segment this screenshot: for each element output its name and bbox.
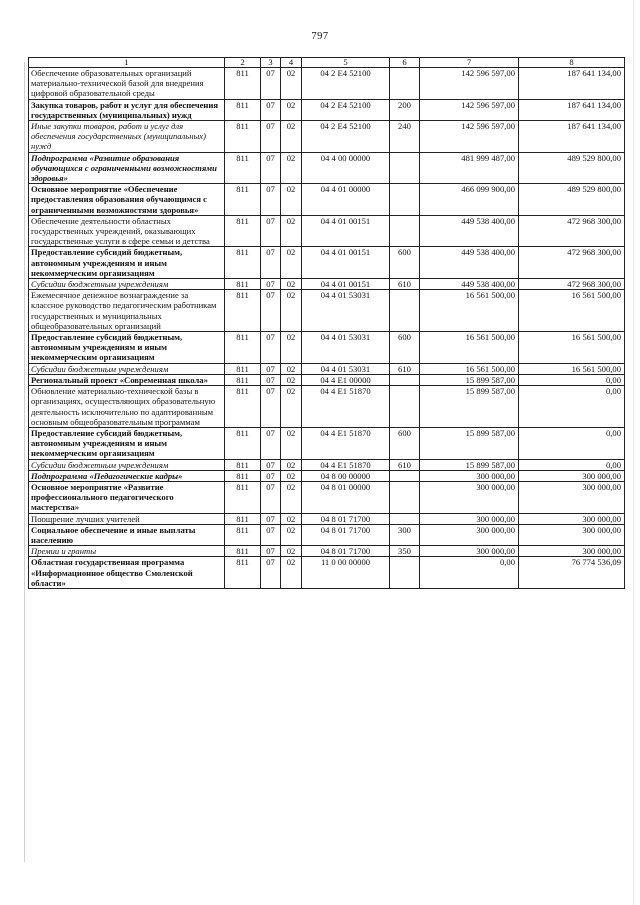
cell-name: Субсидии бюджетным учреждениям xyxy=(29,459,225,470)
cell-amount-year-2: 300 000,00 xyxy=(519,546,625,557)
header-cell: 6 xyxy=(390,58,420,68)
cell-ministry-code: 811 xyxy=(225,215,261,247)
cell-expense-type xyxy=(390,481,420,513)
cell-amount-year-1: 300 000,00 xyxy=(420,481,519,513)
cell-subsection: 02 xyxy=(281,290,302,332)
cell-name: Региональный проект «Современная школа» xyxy=(29,374,225,385)
cell-section: 07 xyxy=(261,68,281,100)
cell-subsection: 02 xyxy=(281,374,302,385)
cell-ministry-code: 811 xyxy=(225,332,261,364)
cell-ministry-code: 811 xyxy=(225,99,261,120)
cell-amount-year-1: 300 000,00 xyxy=(420,513,519,524)
cell-section: 07 xyxy=(261,279,281,290)
cell-target-article: 04 4 01 53031 xyxy=(302,363,390,374)
cell-amount-year-2: 300 000,00 xyxy=(519,470,625,481)
cell-expense-type: 300 xyxy=(390,524,420,545)
table-row xyxy=(29,481,625,513)
cell-subsection: 02 xyxy=(281,386,302,428)
cell-amount-year-1: 449 538 400,00 xyxy=(420,279,519,290)
cell-expense-type: 350 xyxy=(390,546,420,557)
cell-target-article: 04 4 01 00151 xyxy=(302,247,390,279)
cell-amount-year-2: 300 000,00 xyxy=(519,524,625,545)
cell-name: Предоставление субсидий бюджетным, автономным учреждениям и иным некоммерческим организациям xyxy=(29,332,225,364)
cell-amount-year-2: 472 968 300,00 xyxy=(519,215,625,247)
cell-section: 07 xyxy=(261,427,281,459)
cell-amount-year-2: 0,00 xyxy=(519,374,625,385)
cell-subsection: 02 xyxy=(281,247,302,279)
table-row xyxy=(29,279,625,290)
header-cell: 3 xyxy=(261,58,281,68)
cell-name: Обновление материально-технической базы в организациях, осуществляющих образовательную деятельность исключительно по адаптированным основным общеобразовательным программам xyxy=(29,386,225,428)
cell-name: Иные закупки товаров, работ и услуг для обеспечения государственных (муниципальных) нужд xyxy=(29,121,225,153)
table-row xyxy=(29,99,625,120)
cell-subsection: 02 xyxy=(281,184,302,216)
cell-target-article: 04 4 01 00151 xyxy=(302,279,390,290)
table-row xyxy=(29,290,625,332)
cell-amount-year-2: 187 641 134,00 xyxy=(519,68,625,100)
table-row xyxy=(29,215,625,247)
cell-subsection: 02 xyxy=(281,481,302,513)
cell-subsection: 02 xyxy=(281,470,302,481)
cell-subsection: 02 xyxy=(281,557,302,589)
cell-expense-type xyxy=(390,215,420,247)
cell-expense-type xyxy=(390,374,420,385)
table-row xyxy=(29,386,625,428)
header-cell: 5 xyxy=(302,58,390,68)
table-row xyxy=(29,184,625,216)
cell-section: 07 xyxy=(261,290,281,332)
cell-expense-type xyxy=(390,557,420,589)
cell-ministry-code: 811 xyxy=(225,374,261,385)
cell-ministry-code: 811 xyxy=(225,184,261,216)
table-row xyxy=(29,68,625,100)
cell-amount-year-1: 300 000,00 xyxy=(420,470,519,481)
header-cell: 4 xyxy=(281,58,302,68)
cell-section: 07 xyxy=(261,215,281,247)
header-cell: 7 xyxy=(420,58,519,68)
cell-target-article: 04 4 E1 00000 xyxy=(302,374,390,385)
table-row xyxy=(29,427,625,459)
table-row xyxy=(29,374,625,385)
cell-expense-type: 600 xyxy=(390,427,420,459)
cell-amount-year-1: 16 561 500,00 xyxy=(420,290,519,332)
cell-ministry-code: 811 xyxy=(225,152,261,184)
cell-amount-year-2: 472 968 300,00 xyxy=(519,247,625,279)
cell-expense-type: 200 xyxy=(390,99,420,120)
cell-expense-type xyxy=(390,386,420,428)
cell-name: Подпрограмма «Развитие образования обучающихся с ограниченными возможностями здоровья» xyxy=(29,152,225,184)
cell-amount-year-1: 300 000,00 xyxy=(420,546,519,557)
cell-name: Закупка товаров, работ и услуг для обеспечения государственных (муниципальных) нужд xyxy=(29,99,225,120)
cell-expense-type: 600 xyxy=(390,332,420,364)
table-row xyxy=(29,524,625,545)
cell-amount-year-1: 449 538 400,00 xyxy=(420,215,519,247)
cell-target-article: 04 4 01 53031 xyxy=(302,332,390,364)
cell-section: 07 xyxy=(261,363,281,374)
cell-amount-year-1: 15 899 587,00 xyxy=(420,374,519,385)
cell-section: 07 xyxy=(261,481,281,513)
cell-section: 07 xyxy=(261,99,281,120)
cell-ministry-code: 811 xyxy=(225,470,261,481)
cell-amount-year-1: 142 596 597,00 xyxy=(420,121,519,153)
cell-ministry-code: 811 xyxy=(225,427,261,459)
cell-expense-type xyxy=(390,152,420,184)
table-row xyxy=(29,470,625,481)
table-row xyxy=(29,247,625,279)
cell-section: 07 xyxy=(261,184,281,216)
cell-amount-year-2: 16 561 500,00 xyxy=(519,363,625,374)
cell-section: 07 xyxy=(261,374,281,385)
cell-expense-type xyxy=(390,68,420,100)
cell-name: Социальное обеспечение и иные выплаты населению xyxy=(29,524,225,545)
cell-expense-type xyxy=(390,290,420,332)
cell-target-article: 04 8 00 00000 xyxy=(302,470,390,481)
page-edge-line xyxy=(633,0,634,905)
cell-name: Основное мероприятие «Обеспечение предоставления образования обучающимся с ограниченными возможностями здоровья» xyxy=(29,184,225,216)
cell-target-article: 04 8 01 71700 xyxy=(302,546,390,557)
cell-amount-year-2: 16 561 500,00 xyxy=(519,290,625,332)
cell-subsection: 02 xyxy=(281,152,302,184)
cell-amount-year-1: 466 099 900,00 xyxy=(420,184,519,216)
table-row xyxy=(29,557,625,589)
cell-amount-year-2: 489 529 800,00 xyxy=(519,152,625,184)
cell-subsection: 02 xyxy=(281,363,302,374)
cell-section: 07 xyxy=(261,152,281,184)
cell-target-article: 04 4 E1 51870 xyxy=(302,459,390,470)
cell-subsection: 02 xyxy=(281,121,302,153)
cell-subsection: 02 xyxy=(281,546,302,557)
cell-target-article: 04 4 E1 51870 xyxy=(302,427,390,459)
cell-section: 07 xyxy=(261,121,281,153)
cell-amount-year-2: 0,00 xyxy=(519,459,625,470)
cell-target-article: 04 4 01 00000 xyxy=(302,184,390,216)
cell-target-article: 04 4 01 00151 xyxy=(302,215,390,247)
cell-amount-year-2: 0,00 xyxy=(519,427,625,459)
cell-section: 07 xyxy=(261,247,281,279)
cell-amount-year-2: 472 968 300,00 xyxy=(519,279,625,290)
cell-amount-year-2: 300 000,00 xyxy=(519,481,625,513)
cell-name: Обеспечение деятельности областных государственных учреждений, оказывающих государственные услуги в сфере семьи и детства xyxy=(29,215,225,247)
table-row xyxy=(29,332,625,364)
cell-section: 07 xyxy=(261,524,281,545)
cell-amount-year-1: 481 999 487,00 xyxy=(420,152,519,184)
cell-target-article: 04 8 01 71700 xyxy=(302,524,390,545)
table-header-row xyxy=(29,58,625,68)
cell-expense-type: 240 xyxy=(390,121,420,153)
cell-subsection: 02 xyxy=(281,68,302,100)
table-row xyxy=(29,513,625,524)
cell-ministry-code: 811 xyxy=(225,459,261,470)
cell-name: Подпрограмма «Педагогические кадры» xyxy=(29,470,225,481)
header-cell: 8 xyxy=(519,58,625,68)
cell-expense-type: 610 xyxy=(390,459,420,470)
cell-name: Областная государственная программа «Информационное общество Смоленской области» xyxy=(29,557,225,589)
cell-target-article: 04 4 00 00000 xyxy=(302,152,390,184)
cell-section: 07 xyxy=(261,546,281,557)
budget-table xyxy=(28,57,625,589)
cell-section: 07 xyxy=(261,332,281,364)
cell-target-article: 11 0 00 00000 xyxy=(302,557,390,589)
cell-target-article: 04 2 E4 52100 xyxy=(302,121,390,153)
cell-name: Предоставление субсидий бюджетным, автономным учреждениям и иным некоммерческим организациям xyxy=(29,247,225,279)
cell-ministry-code: 811 xyxy=(225,290,261,332)
table-row xyxy=(29,546,625,557)
cell-subsection: 02 xyxy=(281,99,302,120)
cell-amount-year-1: 16 561 500,00 xyxy=(420,332,519,364)
cell-subsection: 02 xyxy=(281,215,302,247)
cell-expense-type: 600 xyxy=(390,247,420,279)
cell-ministry-code: 811 xyxy=(225,68,261,100)
cell-target-article: 04 4 E1 51870 xyxy=(302,386,390,428)
cell-ministry-code: 811 xyxy=(225,247,261,279)
cell-target-article: 04 4 01 53031 xyxy=(302,290,390,332)
cell-amount-year-2: 300 000,00 xyxy=(519,513,625,524)
cell-target-article: 04 2 E4 52100 xyxy=(302,68,390,100)
cell-subsection: 02 xyxy=(281,513,302,524)
cell-expense-type xyxy=(390,184,420,216)
cell-subsection: 02 xyxy=(281,427,302,459)
cell-amount-year-1: 449 538 400,00 xyxy=(420,247,519,279)
cell-ministry-code: 811 xyxy=(225,481,261,513)
cell-expense-type xyxy=(390,513,420,524)
cell-amount-year-2: 187 641 134,00 xyxy=(519,121,625,153)
cell-section: 07 xyxy=(261,386,281,428)
header-cell: 2 xyxy=(225,58,261,68)
cell-name: Обеспечение образовательных организаций материально-технической базой для внедрения цифровой образовательной среды xyxy=(29,68,225,100)
cell-amount-year-1: 16 561 500,00 xyxy=(420,363,519,374)
header-cell: 1 xyxy=(29,58,225,68)
table-body xyxy=(29,68,625,589)
cell-ministry-code: 811 xyxy=(225,279,261,290)
cell-section: 07 xyxy=(261,513,281,524)
cell-name: Премии и гранты xyxy=(29,546,225,557)
cell-name: Поощрение лучших учителей xyxy=(29,513,225,524)
cell-ministry-code: 811 xyxy=(225,557,261,589)
table-row xyxy=(29,363,625,374)
cell-expense-type: 610 xyxy=(390,279,420,290)
cell-amount-year-2: 489 529 800,00 xyxy=(519,184,625,216)
cell-target-article: 04 8 01 71700 xyxy=(302,513,390,524)
cell-name: Ежемесячное денежное вознаграждение за классное руководство педагогическим работникам государственных и муниципальных общеобразовательных организаций xyxy=(29,290,225,332)
cell-target-article: 04 8 01 00000 xyxy=(302,481,390,513)
cell-name: Предоставление субсидий бюджетным, автономным учреждениям и иным некоммерческим организациям xyxy=(29,427,225,459)
table-row xyxy=(29,152,625,184)
cell-amount-year-1: 142 596 597,00 xyxy=(420,99,519,120)
cell-amount-year-2: 16 561 500,00 xyxy=(519,332,625,364)
cell-subsection: 02 xyxy=(281,524,302,545)
cell-subsection: 02 xyxy=(281,279,302,290)
cell-ministry-code: 811 xyxy=(225,513,261,524)
cell-ministry-code: 811 xyxy=(225,121,261,153)
cell-amount-year-1: 15 899 587,00 xyxy=(420,427,519,459)
cell-name: Основное мероприятие «Развитие профессионального педагогического мастерства» xyxy=(29,481,225,513)
cell-amount-year-1: 15 899 587,00 xyxy=(420,386,519,428)
cell-amount-year-2: 187 641 134,00 xyxy=(519,99,625,120)
cell-amount-year-1: 142 596 597,00 xyxy=(420,68,519,100)
cell-amount-year-2: 76 774 536,09 xyxy=(519,557,625,589)
cell-section: 07 xyxy=(261,470,281,481)
cell-section: 07 xyxy=(261,459,281,470)
cell-section: 07 xyxy=(261,557,281,589)
cell-expense-type: 610 xyxy=(390,363,420,374)
cell-ministry-code: 811 xyxy=(225,386,261,428)
table-row xyxy=(29,121,625,153)
cell-amount-year-1: 300 000,00 xyxy=(420,524,519,545)
cell-ministry-code: 811 xyxy=(225,363,261,374)
cell-ministry-code: 811 xyxy=(225,546,261,557)
cell-ministry-code: 811 xyxy=(225,524,261,545)
cell-amount-year-1: 15 899 587,00 xyxy=(420,459,519,470)
page-number: 797 xyxy=(311,31,329,42)
cell-expense-type xyxy=(390,470,420,481)
cell-amount-year-1: 0,00 xyxy=(420,557,519,589)
cell-amount-year-2: 0,00 xyxy=(519,386,625,428)
cell-subsection: 02 xyxy=(281,332,302,364)
cell-name: Субсидии бюджетным учреждениям xyxy=(29,363,225,374)
cell-name: Субсидии бюджетным учреждениям xyxy=(29,279,225,290)
margin-line xyxy=(24,62,25,862)
table-row xyxy=(29,459,625,470)
cell-target-article: 04 2 E4 52100 xyxy=(302,99,390,120)
cell-subsection: 02 xyxy=(281,459,302,470)
